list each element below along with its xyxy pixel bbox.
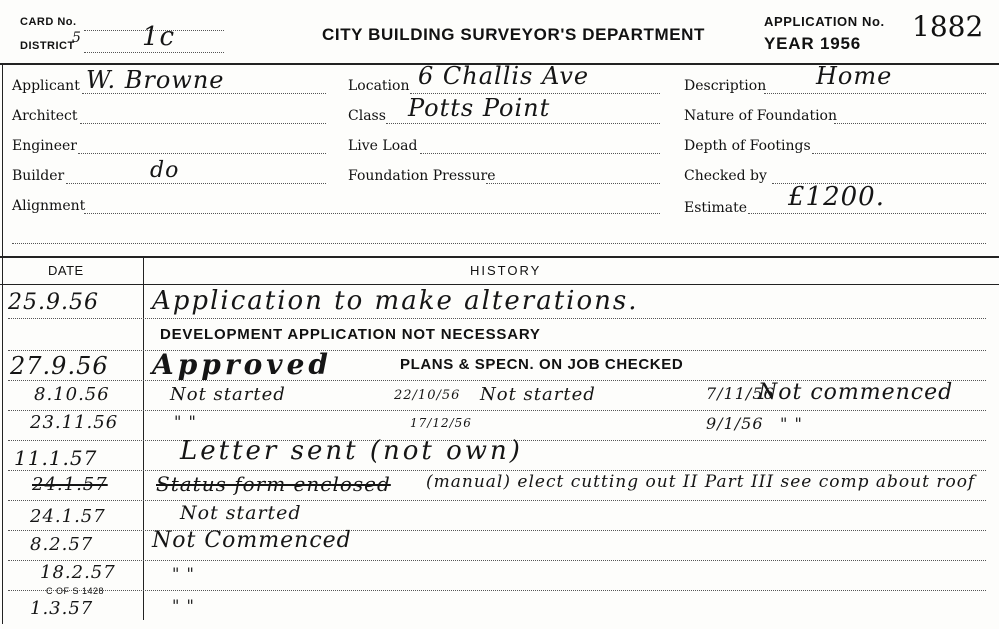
row-line <box>8 318 986 319</box>
year-label: YEAR 1956 <box>764 34 861 53</box>
engineer-label: Engineer <box>12 138 77 154</box>
history-entry: Not started <box>180 502 302 524</box>
nature-of-foundation-label: Nature of Foundation <box>684 108 837 124</box>
estimate-label: Estimate <box>684 200 748 216</box>
history-right-entry: Not commenced <box>758 380 954 405</box>
class-value: Potts Point <box>408 94 551 122</box>
development-stamp: DEVELOPMENT APPLICATION NOT NECESSARY <box>160 326 541 343</box>
builder-line <box>66 183 326 184</box>
history-entry-struck: Status form enclosed <box>156 472 391 496</box>
history-entry: " " <box>172 564 195 583</box>
history-entry: Not Commenced <box>152 528 352 553</box>
class-line <box>386 123 660 124</box>
history-date: 27.9.56 <box>10 352 109 380</box>
applicant-value: W. Browne <box>86 66 225 94</box>
date-column-rule <box>143 258 144 620</box>
blank-line <box>12 243 986 244</box>
history-right-entry: " " <box>780 414 803 433</box>
plans-stamp: PLANS & SPECN. ON JOB CHECKED <box>400 356 684 373</box>
builder-value: do <box>150 158 180 183</box>
history-date: 1.3.57 <box>30 598 94 619</box>
history-entry: " " <box>172 596 195 615</box>
description-value: Home <box>816 62 893 90</box>
history-entry: " " <box>174 412 197 431</box>
history-header: HISTORY <box>470 263 542 278</box>
left-edge <box>2 64 3 624</box>
history-entry: Not started <box>170 384 286 405</box>
architect-line <box>80 123 326 124</box>
depth-line <box>812 153 986 154</box>
fields-bottom-rule <box>0 256 999 258</box>
application-no-label: APPLICATION No. <box>764 14 885 29</box>
application-no-value: 1882 <box>912 10 984 43</box>
estimate-line <box>748 213 986 214</box>
district-label: DISTRICT <box>20 40 75 52</box>
builder-label: Builder <box>12 168 65 184</box>
card-no-label: CARD No. <box>20 16 77 28</box>
history-date: 25.9.56 <box>8 290 99 315</box>
history-date: 8.2.57 <box>30 534 94 555</box>
history-date: 18.2.57 <box>40 562 116 583</box>
row-line <box>8 410 986 411</box>
row-line <box>8 500 986 501</box>
description-line <box>764 93 986 94</box>
history-mid-date: 22/10/56 <box>394 388 461 403</box>
foundation-pressure-line <box>486 183 660 184</box>
district-value: 1c <box>142 22 176 52</box>
applicant-label: Applicant <box>12 78 80 94</box>
date-header: DATE <box>48 263 84 278</box>
district-line <box>84 52 224 53</box>
history-entry: Application to make alterations. <box>152 286 639 316</box>
alignment-line <box>84 213 660 214</box>
history-entry-extra: (manual) elect cutting out II Part III see comp about roof <box>426 472 976 492</box>
history-date: 11.1.57 <box>14 446 98 470</box>
checked-by-label: Checked by <box>684 168 767 184</box>
history-date: 24.1.57 <box>30 506 106 527</box>
history-date-struck: 24.1.57 <box>32 474 108 495</box>
history-date: 8.10.56 <box>34 384 110 405</box>
department-title: CITY BUILDING SURVEYOR'S DEPARTMENT <box>322 25 706 44</box>
history-header-rule <box>0 284 999 285</box>
history-right-date: 9/1/56 <box>706 414 764 433</box>
live-load-line <box>420 153 660 154</box>
row-line <box>8 470 986 471</box>
location-label: Location <box>348 78 410 94</box>
foundation-pressure-label: Foundation Pressure <box>348 168 496 184</box>
history-entry: Letter sent (not own) <box>180 436 523 466</box>
architect-label: Architect <box>12 108 78 124</box>
history-date: 23.11.56 <box>30 412 119 433</box>
history-mid-entry: Not started <box>480 384 596 405</box>
description-label: Description <box>684 78 767 94</box>
class-label: Class <box>348 108 386 124</box>
history-right-date: 7/11/56 <box>706 384 775 403</box>
depth-of-footings-label: Depth of Footings <box>684 138 811 154</box>
live-load-label: Live Load <box>348 138 418 154</box>
alignment-label: Alignment <box>12 198 86 214</box>
row-line <box>8 590 986 591</box>
card-no-value: 5 <box>72 30 82 46</box>
nature-line <box>834 123 986 124</box>
history-entry: Approved <box>152 348 332 381</box>
engineer-line <box>78 153 326 154</box>
row-line <box>8 560 986 561</box>
estimate-value: £1200. <box>788 182 885 212</box>
form-code: C OF S 1428 <box>46 586 105 596</box>
history-mid-date: 17/12/56 <box>410 416 472 430</box>
location-value: 6 Challis Ave <box>418 62 590 90</box>
